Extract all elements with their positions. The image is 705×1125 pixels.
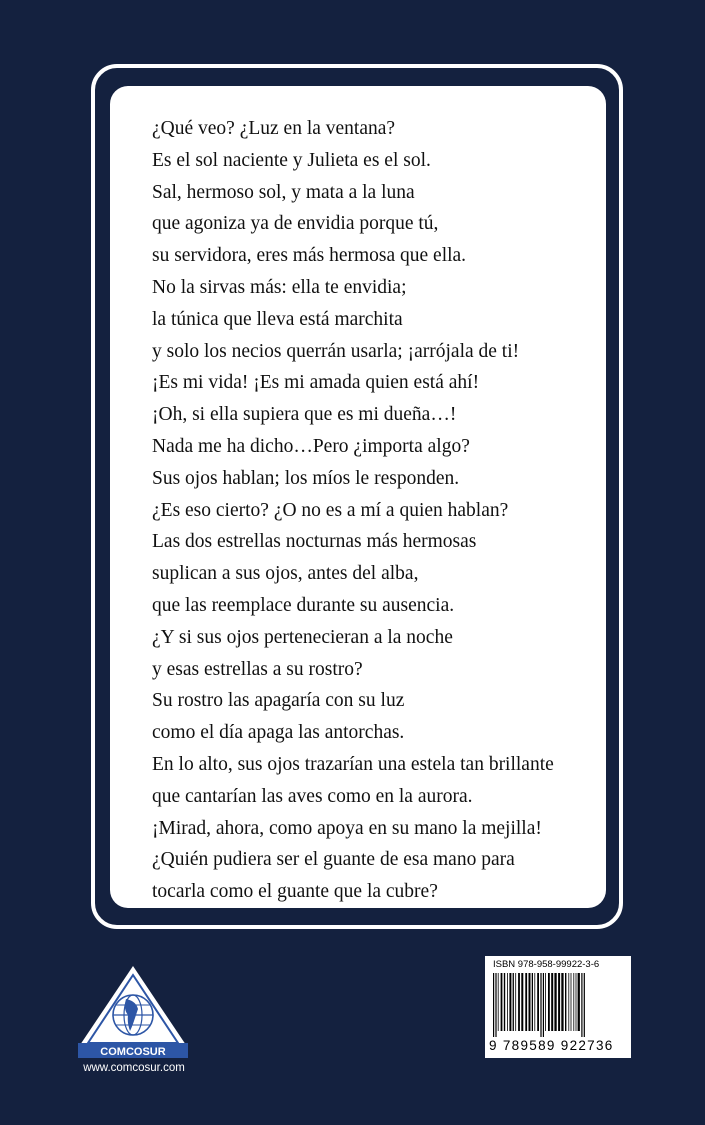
barcode-bar [573,973,574,1031]
barcode-bar [554,973,556,1031]
poem-line: ¿Es eso cierto? ¿O no es a mí a quien hablan? [152,499,509,521]
poem-line: ¿Y si sus ojos pertenecieran a la noche [152,626,453,648]
publisher-website: www.comcosur.com [83,1062,185,1074]
barcode-bar [525,973,527,1031]
poem-line: Es el sol naciente y Julieta es el sol. [152,149,431,171]
poem-line: En lo alto, sus ojos trazarían una estela tan brillante [152,753,554,775]
barcode-bar [551,973,553,1031]
barcode-bar [561,973,563,1031]
barcode-bar [509,973,511,1031]
poem-line: suplican a sus ojos, antes del alba, [152,563,419,585]
poem-text [152,113,592,908]
comcosur-logo-icon [74,963,192,1059]
barcode-digits: 9 789589 922736 [489,1038,614,1053]
barcode-bar [537,973,539,1031]
poem-line: Su rostro las apagaría con su luz [152,690,405,712]
barcode-bar [558,973,560,1031]
publisher-name: COMCOSUR [100,1046,166,1058]
barcode [485,956,631,1058]
barcode-bar [532,973,533,1031]
poem-line: No la sirvas más: ella te envidia; [152,276,407,298]
poem-line: Las dos estrellas nocturnas más hermosas [152,531,477,553]
barcode-bar [568,973,569,1031]
barcode-bar [534,973,535,1031]
poem-line: que agoniza ya de envidia porque tú, [152,213,439,235]
poem-line: su servidora, eres más hermosa que ella. [152,245,467,267]
barcode-bar [495,973,496,1037]
poem-line: ¿Qué veo? ¿Luz en la ventana? [152,118,396,139]
poem-line: que cantarían las aves como en la aurora. [152,785,473,807]
poem-line: ¡Oh, si ella supiera que es mi dueña…! [152,404,457,426]
barcode-bar [529,973,531,1031]
poem-line: y esas estrellas a su rostro? [152,658,363,680]
barcode-bar [578,973,580,1031]
barcode-bar [507,973,508,1031]
poem-line: ¡Es mi vida! ¡Es mi amada quien está ahí! [152,372,480,394]
barcode-bar [513,973,514,1031]
poem-line: ¡Mirad, ahora, como apoya en su mano la mejilla! [152,817,542,839]
barcode-bar [504,973,505,1031]
barcode-bar [545,973,546,1031]
barcode-bar [584,973,585,1037]
barcode-bar [493,973,494,1037]
barcode-bar [518,973,520,1031]
poem-line: la túnica que lleva está marchita [152,308,403,330]
barcode-bar [548,973,550,1031]
barcode-bar [501,973,503,1031]
poem-line: y solo los necios querrán usarla; ¡arrójala de ti! [152,340,520,362]
poem-line: como el día apaga las antorchas. [152,722,405,744]
poem-line: tocarla como el guante que la cubre? [152,881,438,903]
poem-line: Nada me ha dicho…Pero ¿importa algo? [152,435,470,457]
barcode-bars [491,973,625,1037]
barcode-bar [571,973,572,1031]
isbn-label: ISBN 978-958-99922-3-6 [493,959,600,970]
barcode-bar [498,973,499,1031]
poem-line: Sus ojos hablan; los míos le responden. [152,467,460,489]
barcode-bar [521,973,523,1031]
barcode-bar [576,973,577,1031]
barcode-bar [540,973,541,1037]
poem-line: Sal, hermoso sol, y mata a la luna [152,181,415,203]
poem-line: ¿Quién pudiera ser el guante de esa mano para [152,849,515,871]
barcode-bar [515,973,516,1031]
barcode-bar [565,973,566,1031]
poem-line: que las reemplace durante su ausencia. [152,594,455,616]
barcode-bar [543,973,544,1037]
barcode-bar [581,973,582,1037]
